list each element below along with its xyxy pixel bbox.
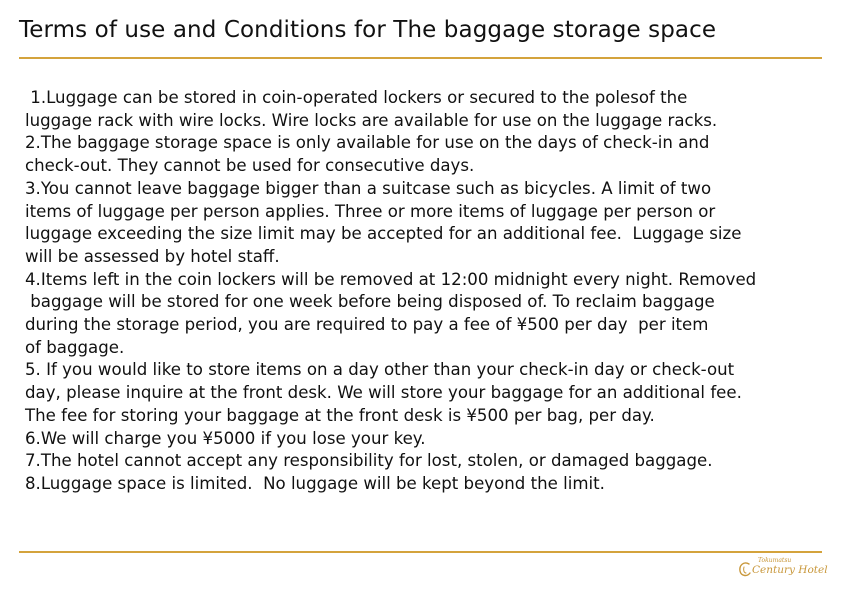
terms-line: 2.The baggage storage space is only available for use on the days of check-in and [25, 133, 710, 153]
terms-line: check-out. They cannot be used for consecutive days. [25, 156, 475, 176]
hotel-logo [738, 556, 828, 580]
terms-line: will be assessed by hotel staff. [25, 246, 280, 266]
terms-line: items of luggage per person applies. Three or more items of luggage per person or [25, 201, 716, 221]
terms-line: 7.The hotel cannot accept any responsibility for lost, stolen, or damaged baggage. [25, 451, 713, 471]
terms-line: The fee for storing your baggage at the front desk is ¥500 per bag, per day. [25, 405, 655, 425]
terms-line: 1.Luggage can be stored in coin-operated lockers or secured to the polesof the [25, 88, 688, 107]
terms-body [25, 87, 835, 496]
page-title: Terms of use and Conditions for The baggage storage space [19, 17, 717, 43]
terms-line: luggage rack with wire locks. Wire locks are available for use on the luggage racks. [25, 110, 718, 130]
terms-line: 4.Items left in the coin lockers will be removed at 12:00 midnight every night. Removed [25, 269, 757, 289]
hotel-monogram-icon [738, 560, 752, 580]
footer-divider [19, 551, 822, 553]
terms-line: during the storage period, you are required to pay a fee of ¥500 per day per item [25, 315, 709, 335]
terms-line: luggage exceeding the size limit may be accepted for an additional fee. Luggage size [25, 224, 742, 244]
terms-line: of baggage. [25, 337, 125, 357]
terms-line: 8.Luggage space is limited. No luggage will be kept beyond the limit. [25, 473, 605, 493]
terms-line: baggage will be stored for one week before being disposed of. To reclaim baggage [25, 292, 715, 312]
terms-line: 3.You cannot leave baggage bigger than a suitcase such as bicycles. A limit of two [25, 178, 712, 198]
terms-line: 6.We will charge you ¥5000 if you lose your key. [25, 428, 426, 448]
terms-line: day, please inquire at the front desk. We will store your baggage for an additional fee. [25, 383, 742, 403]
terms-line: 5. If you would like to store items on a day other than your check-in day or check-out [25, 360, 735, 380]
title-divider [19, 57, 822, 59]
logo-wordmark: Century Hotel [752, 564, 828, 576]
logo-subtext: Tokumatsu [758, 557, 792, 564]
